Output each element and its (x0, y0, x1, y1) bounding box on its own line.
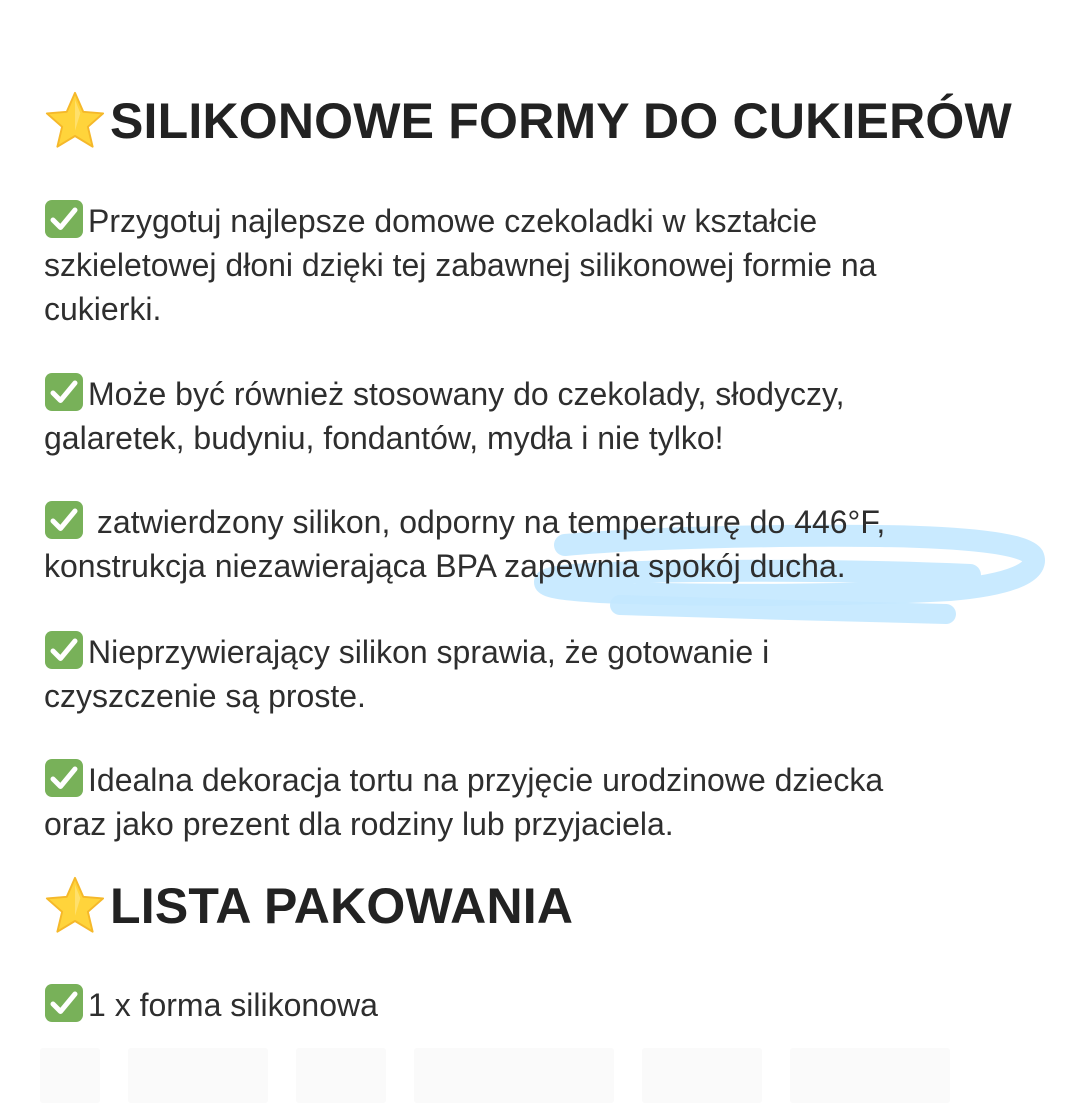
bullet-text: Nieprzywierający silikon sprawia, że gotowanie i (88, 634, 770, 670)
heading-text: SILIKONOWE FORMY DO CUKIERÓW (110, 93, 1012, 149)
bullet-paragraph (44, 983, 1044, 1027)
bullet-text: czyszczenie są proste. (44, 678, 366, 714)
cut-off-content (40, 1048, 1040, 1103)
check-mark-button-icon (44, 199, 84, 239)
bullet-paragraph (44, 630, 1044, 718)
bullet-text: galaretek, budyniu, fondantów, mydła i nie tylko! (44, 420, 724, 456)
bullet-text: Przygotuj najlepsze domowe czekoladki w kształcie (88, 203, 818, 239)
check-mark-button-icon (44, 500, 84, 540)
bullet-text: cukierki. (44, 291, 162, 327)
check-mark-button-icon (44, 983, 84, 1023)
bullet-paragraph (44, 199, 1044, 331)
bullet-text: konstrukcja niezawierająca BPA zapewnia spokój ducha. (44, 548, 846, 584)
section-heading (44, 875, 573, 937)
star-icon (44, 875, 106, 937)
bullet-text: zatwierdzony silikon, odporny na temperaturę do 446°F, (88, 504, 886, 540)
bullet-text: Idealna dekoracja tortu na przyjęcie urodzinowe dziecka (88, 762, 884, 798)
section-heading (44, 90, 1012, 152)
bullet-text: oraz jako prezent dla rodziny lub przyjaciela. (44, 806, 674, 842)
star-icon (44, 90, 106, 152)
bullet-paragraph (44, 372, 1044, 460)
check-mark-button-icon (44, 630, 84, 670)
bullet-text: 1 x forma silikonowa (88, 987, 378, 1023)
check-mark-button-icon (44, 758, 84, 798)
bullet-text: szkieletowej dłoni dzięki tej zabawnej silikonowej formie na (44, 247, 877, 283)
check-mark-button-icon (44, 372, 84, 412)
bullet-text: Może być również stosowany do czekolady, słodyczy, (88, 376, 845, 412)
bullet-paragraph (44, 500, 1044, 588)
bullet-paragraph (44, 758, 1044, 846)
heading-text: LISTA PAKOWANIA (110, 878, 574, 934)
